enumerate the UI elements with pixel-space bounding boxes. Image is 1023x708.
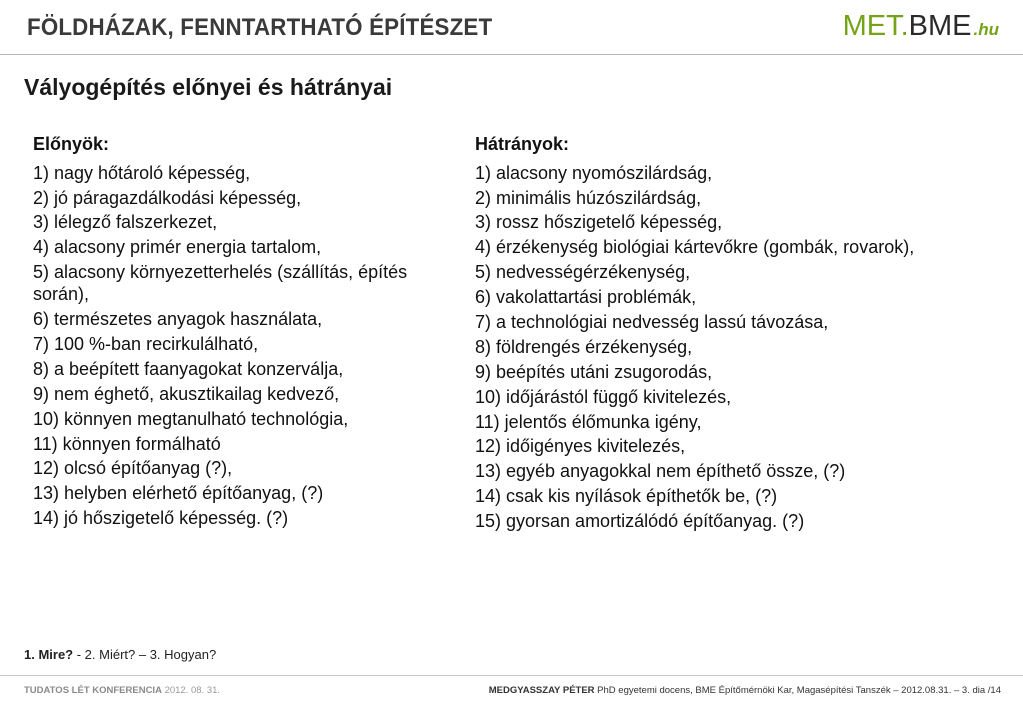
list-item: 1) alacsony nyomószilárdság, <box>475 162 713 183</box>
list-item: 2) jó páragazdálkodási képesség, <box>33 187 302 208</box>
list-item: 14) jó hőszigetelő képesség. (?) <box>33 508 289 529</box>
list-item: 12) időigényes kivitelezés, <box>475 436 686 457</box>
list-item: 3) lélegző falszerkezet, <box>33 212 218 233</box>
list-item: 6) természetes anyagok használata, <box>33 309 323 330</box>
list-item: 8) földrengés érzékenység, <box>475 336 693 357</box>
question-current: 1. Mire? <box>24 647 74 662</box>
logo-met: MET <box>842 10 901 42</box>
guiding-questions <box>24 647 216 662</box>
list-item: 10) időjárástól függő kivitelezés, <box>475 386 732 407</box>
footer-conference <box>24 685 220 696</box>
advantages-list <box>33 162 453 530</box>
list-item: 9) nem éghető, akusztikailag kedvező, <box>33 383 340 404</box>
list-item: 5) nedvességérzékenység, <box>475 262 691 283</box>
header-divider <box>0 54 1023 55</box>
disadvantages-list <box>475 162 945 532</box>
met-bme-logo[interactable] <box>843 10 999 43</box>
conference-name: TUDATOS LÉT KONFERENCIA <box>24 685 162 696</box>
logo-hu: .hu <box>973 20 999 39</box>
list-item: 9) beépítés utáni zsugorodás, <box>475 361 713 382</box>
author-details: PhD egyetemi docens, BME Építőmérnöki Kar, Magasépítési Tanszék – 2012.08.31. – 3. dia /14 <box>594 685 1001 696</box>
disadvantages-column <box>475 131 945 535</box>
list-item: 15) gyorsan amortizálódó építőanyag. (?) <box>475 511 805 532</box>
list-item: 11) jelentős élőmunka igény, <box>475 411 702 432</box>
disadvantages-heading: Hátrányok: <box>475 134 570 154</box>
conference-date: 2012. 08. 31. <box>161 685 221 696</box>
list-item: 4) érzékenység biológiai kártevőkre (gombák, rovarok), <box>475 237 915 258</box>
list-item: 14) csak kis nyílások építhetők be, (?) <box>475 486 778 507</box>
list-item: 7) 100 %-ban recirkulálható, <box>33 334 259 355</box>
author-name: MEDGYASSZAY PÉTER <box>488 685 595 696</box>
advantages-heading: Előnyök: <box>33 134 110 154</box>
list-item: 5) alacsony környezetterhelés (szállítás, építés során), <box>33 262 408 305</box>
list-item: 10) könnyen megtanulható technológia, <box>33 408 349 429</box>
list-item: 11) könnyen formálható <box>33 433 221 454</box>
list-item: 13) helyben elérhető építőanyag, (?) <box>33 483 324 504</box>
list-item: 12) olcsó építőanyag (?), <box>33 458 233 479</box>
footer-author <box>489 685 1001 696</box>
list-item: 2) minimális húzószilárdság, <box>475 187 702 208</box>
list-item: 8) a beépített faanyagokat konzerválja, <box>33 358 344 379</box>
list-item: 6) vakolattartási problémák, <box>475 287 697 308</box>
list-item: 1) nagy hőtároló képesség, <box>33 162 251 183</box>
list-item: 13) egyéb anyagokkal nem építhető össze, (?) <box>475 461 846 482</box>
presentation-title: FÖLDHÁZAK, FENNTARTHATÓ ÉPÍTÉSZET <box>27 14 493 41</box>
slide-title: Vályogépítés előnyei és hátrányai <box>24 74 393 100</box>
list-item: 7) a technológiai nedvesség lassú távozása, <box>475 312 829 333</box>
logo-bme: BME <box>908 10 972 42</box>
question-rest: - 2. Miért? – 3. Hogyan? <box>73 647 217 662</box>
logo-dot: . <box>900 10 909 42</box>
footer-divider <box>0 675 1023 676</box>
advantages-column <box>33 131 453 532</box>
list-item: 4) alacsony primér energia tartalom, <box>33 237 322 258</box>
list-item: 3) rossz hőszigetelő képesség, <box>475 212 723 233</box>
